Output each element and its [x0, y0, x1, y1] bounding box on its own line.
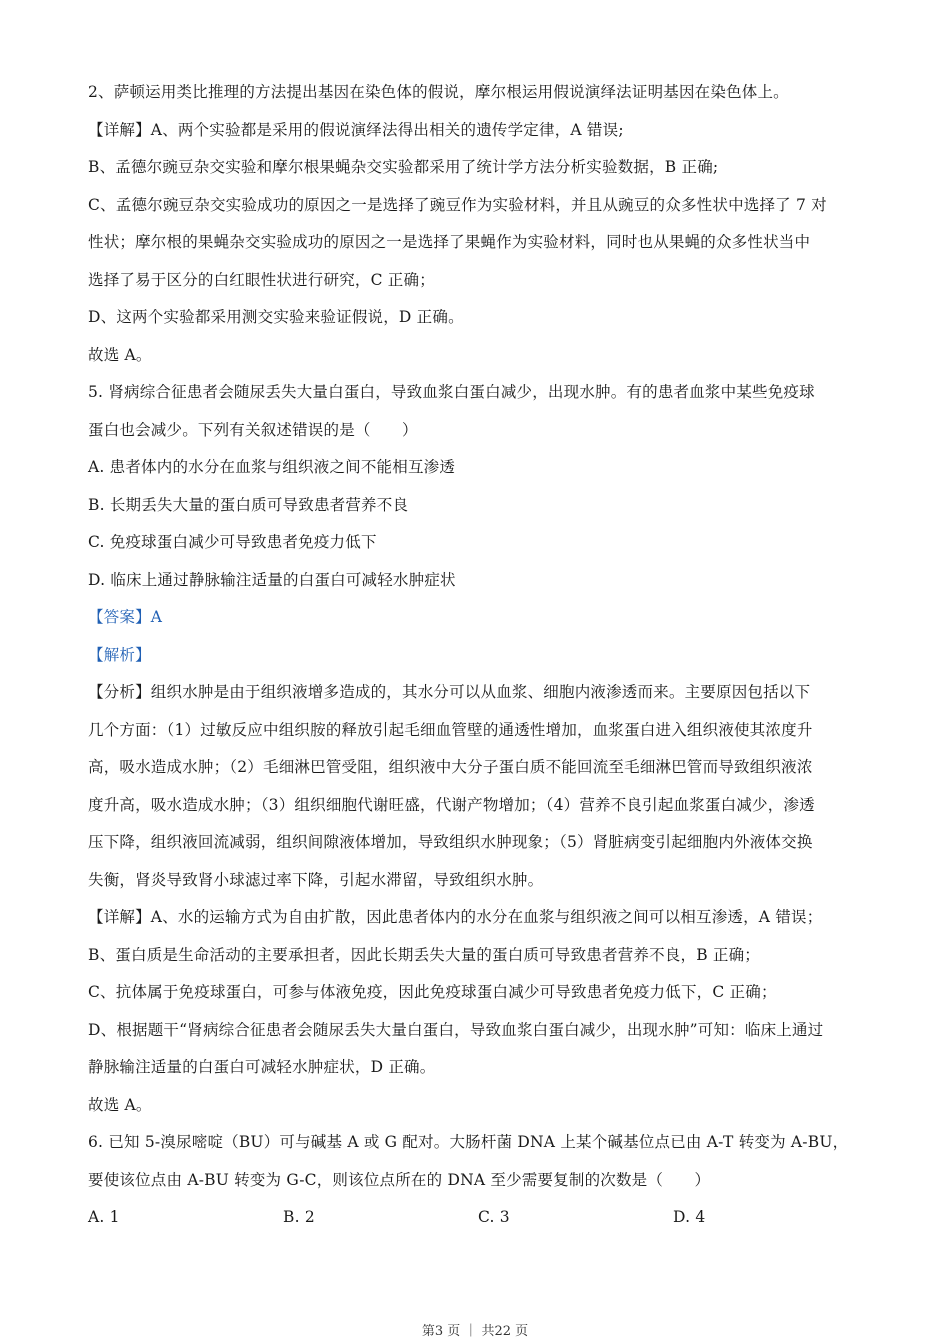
text-line: 性状；摩尔根的果蝇杂交实验成功的原因之一是选择了果蝇作为实验材料，同时也从果蝇的众多性状当中 [88, 233, 811, 251]
question-5-option-b: B. 长期丢失大量的蛋白质可导致患者营养不良 [88, 495, 409, 514]
question-5-option-c: C. 免疫球蛋白减少可导致患者免疫力低下 [88, 533, 377, 551]
text-line: 故选 A。 [88, 1095, 152, 1114]
document-page [88, 74, 868, 1237]
text-line: 故选 A。 [88, 345, 152, 364]
question-5-option-d: D. 临床上通过静脉输注适量的白蛋白可减轻水肿症状 [88, 570, 456, 589]
text-line: 【详解】A、两个实验都是采用的假说演绎法得出相关的遗传学定律，A 错误; [88, 120, 624, 139]
question-5-stem: 蛋白也会减少。下列有关叙述错误的是（ ） [88, 420, 418, 439]
question-5-stem: 5. 肾病综合征患者会随尿丢失大量白蛋白，导致血浆白蛋白减少，出现水肿。有的患者血浆中某些免疫球 [88, 383, 815, 401]
text-line: 度升高，吸水造成水肿；（3）组织细胞代谢旺盛，代谢产物增加；（4）营养不良引起血浆蛋白减少，渗透 [88, 795, 815, 814]
answer-label: 【答案】A [88, 608, 163, 626]
text-line: 选择了易于区分的白红眼性状进行研究，C 正确； [88, 270, 435, 289]
text-line: 高，吸水造成水肿；（2）毛细淋巴管受阻，组织液中大分子蛋白质不能回流至毛细淋巴管而导致组织液浓 [88, 758, 813, 776]
text-line: 几个方面：（1）过敏反应中组织胺的释放引起毛细血管壁的通透性增加，血浆蛋白进入组织液使其浓度升 [88, 720, 813, 739]
text-line: 静脉输注适量的白蛋白可减轻水肿症状，D 正确。 [88, 1058, 436, 1076]
text-line: C、孟德尔豌豆杂交实验成功的原因之一是选择了豌豆作为实验材料，并且从豌豆的众多性状中选择了 7 对 [88, 195, 827, 214]
text-line: C、抗体属于免疫球蛋白，可参与体液免疫，因此免疫球蛋白减少可导致患者免疫力低下，C 正确； [88, 983, 777, 1001]
question-6-option-b: B. 2 [283, 1208, 315, 1226]
analysis-label: 【解析】 [88, 645, 151, 664]
question-6-stem: 要使该位点由 A-BU 转变为 G-C，则该位点所在的 DNA 至少需要复制的次数是（ ） [88, 1170, 711, 1189]
text-line: B、孟德尔豌豆杂交实验和摩尔根果蝇杂交实验都采用了统计学方法分析实验数据，B 正确; [88, 158, 719, 176]
question-5-option-a: A. 患者体内的水分在血浆与组织液之间不能相互渗透 [88, 458, 456, 476]
text-line: B、蛋白质是生命活动的主要承担者，因此长期丢失大量的蛋白质可导致患者营养不良，B 正确； [88, 945, 761, 964]
question-6-option-d: D. 4 [673, 1208, 706, 1226]
text-line: 2、萨顿运用类比推理的方法提出基因在染色体的假说，摩尔根运用假说演绎法证明基因在染色体上。 [88, 83, 789, 101]
text-line: 【分析】组织水肿是由于组织液增多造成的，其水分可以从血浆、细胞内液渗透而来。主要原因包括以下 [88, 683, 811, 701]
question-6-options [88, 1199, 868, 1237]
question-6-option-c: C. 3 [478, 1208, 510, 1226]
text-line: 失衡，肾炎导致肾小球滤过率下降，引起水滞留，导致组织水肿。 [88, 870, 544, 889]
text-line: D、根据题干“肾病综合征患者会随尿丢失大量白蛋白，导致血浆白蛋白减少，出现水肿”可知：临床上通过 [88, 1020, 824, 1039]
text-line: 【详解】A、水的运输方式为自由扩散，因此患者体内的水分在血浆与组织液之间可以相互渗透，A 错误； [88, 908, 823, 926]
text-line: 压下降，组织液回流减弱，组织间隙液体增加，导致组织水肿现象；（5）肾脏病变引起细胞内外液体交换 [88, 833, 813, 851]
question-6-option-a: A. 1 [88, 1208, 120, 1226]
question-6-stem: 6. 已知 5-溴尿嘧啶（BU）可与碱基 A 或 G 配对。大肠杆菌 DNA 上某个碱基位点已由 A-T 转变为 A-BU， [88, 1133, 849, 1151]
page-footer: 第3 页 ｜ 共22 页 [421, 1324, 529, 1339]
text-line: D、这两个实验都采用测交实验来验证假说，D 正确。 [88, 308, 464, 326]
